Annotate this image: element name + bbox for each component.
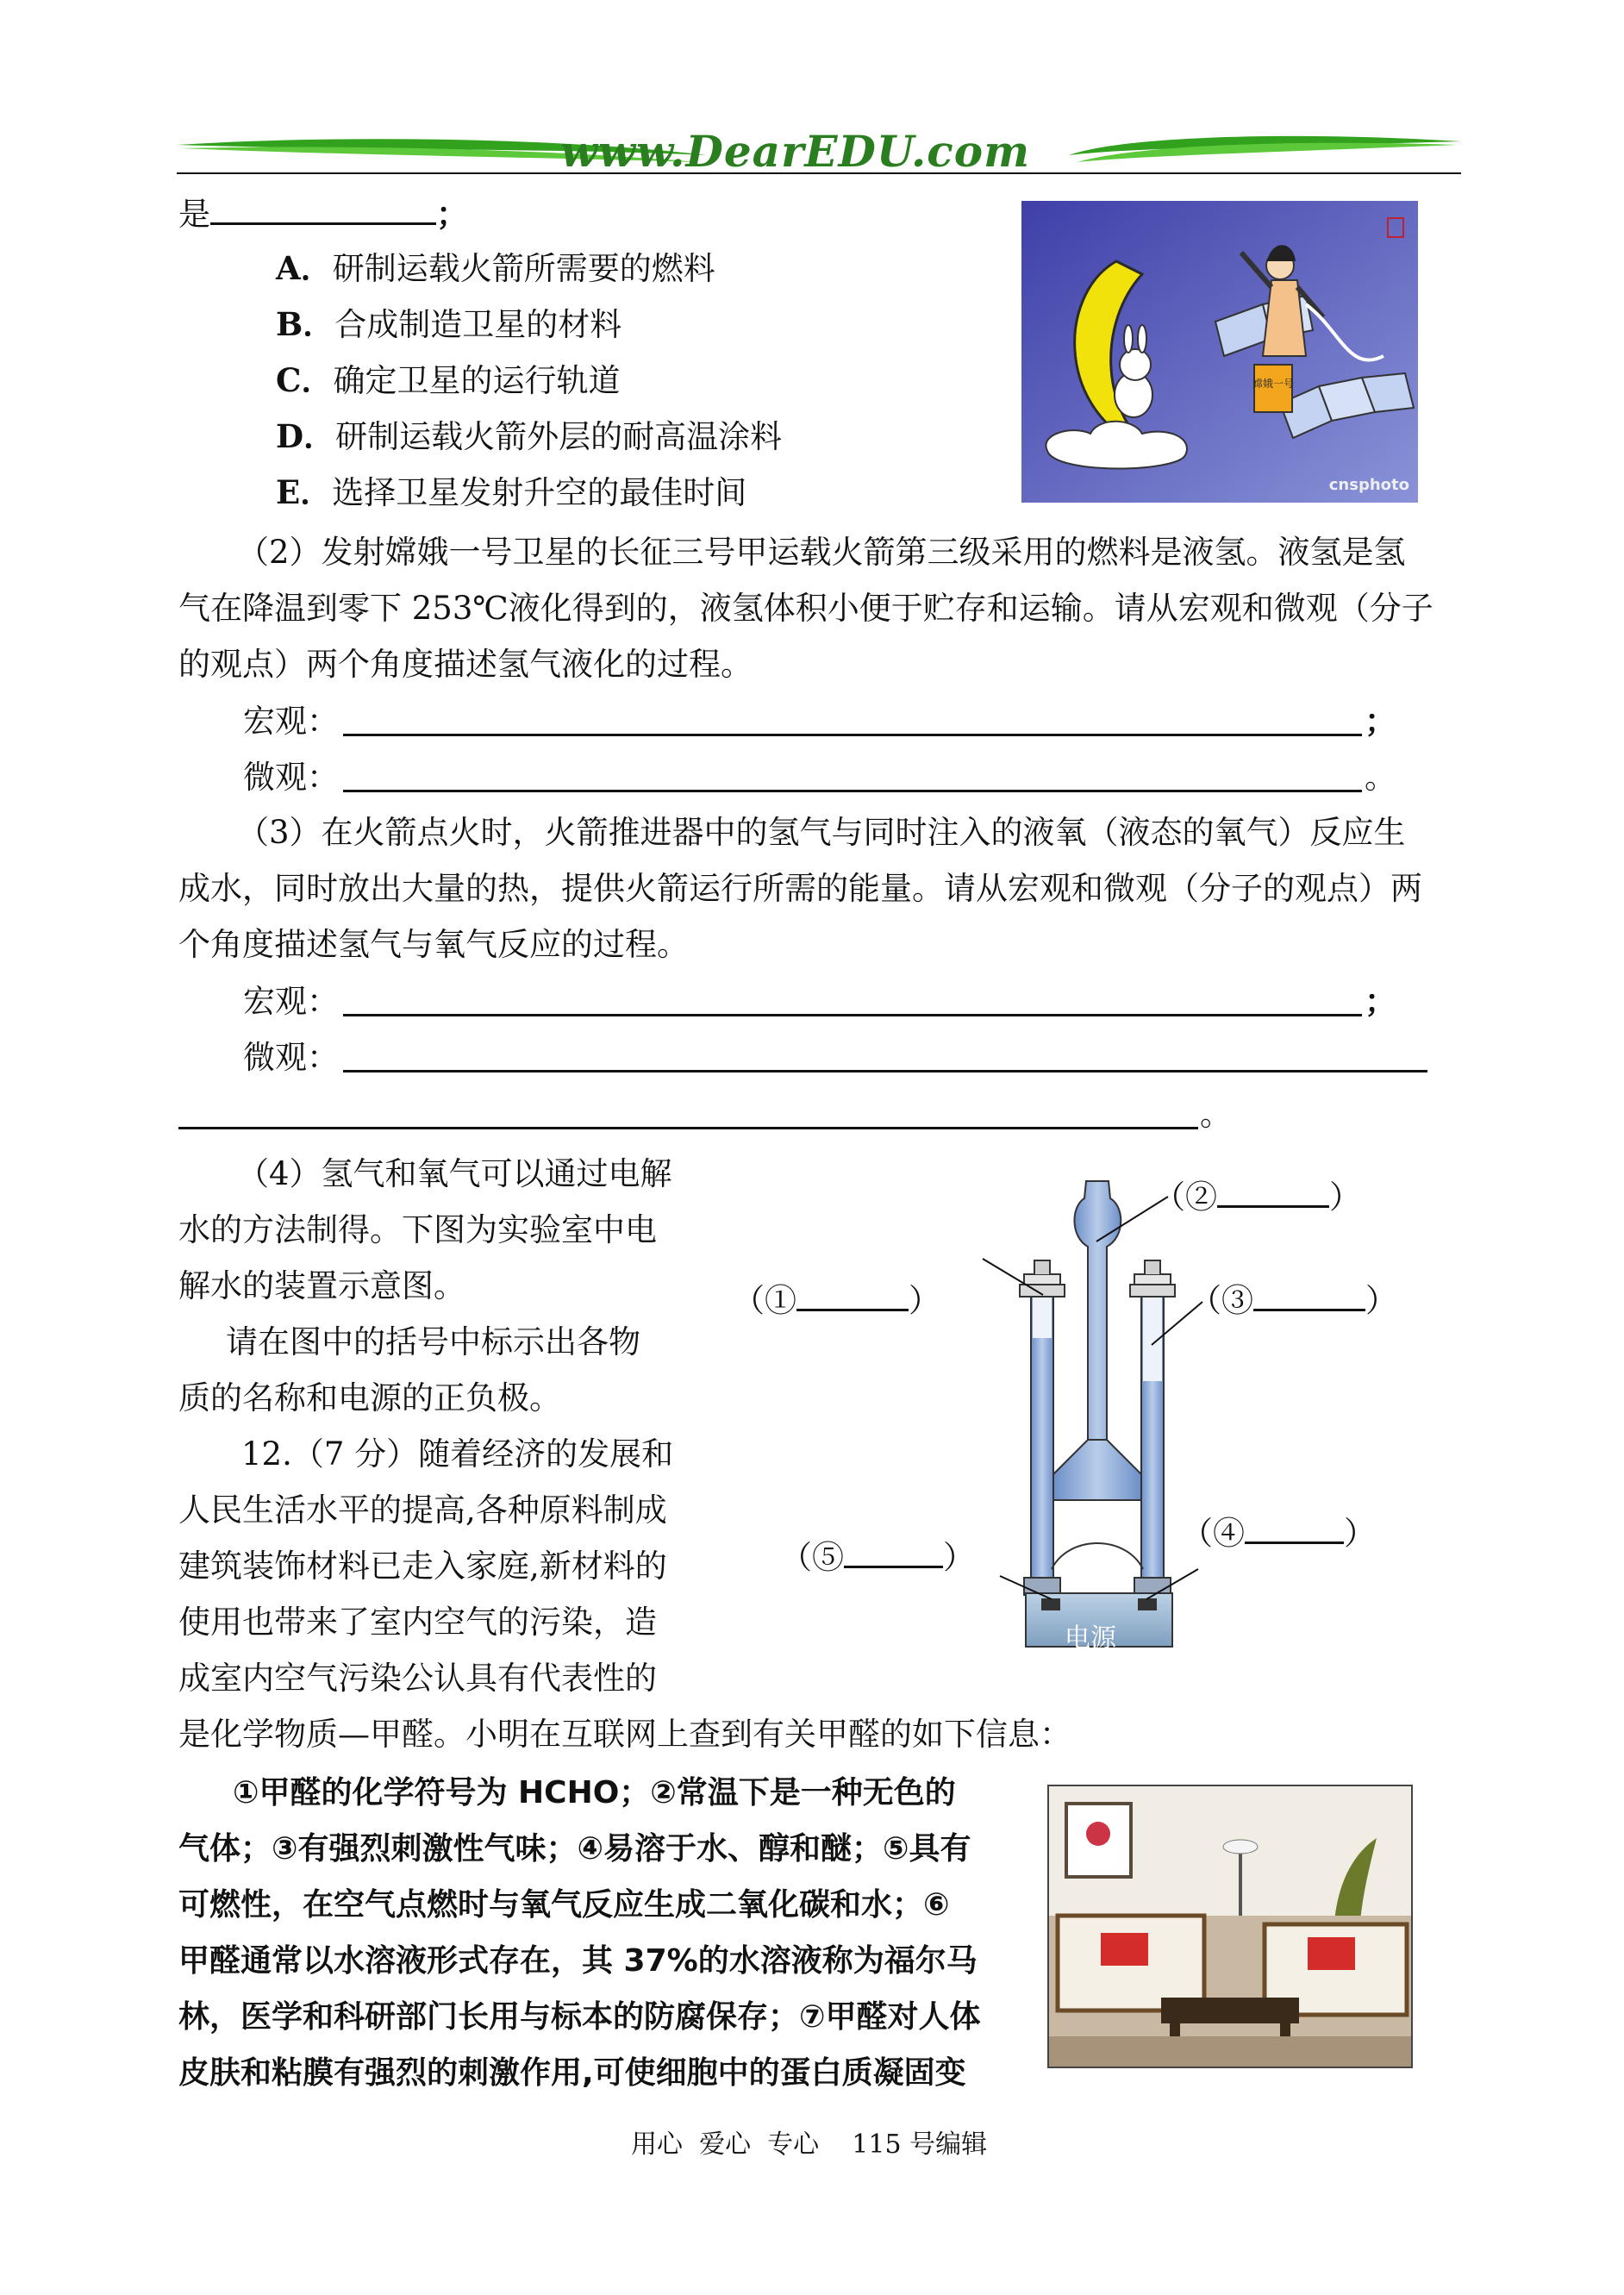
q1-lead-line bbox=[178, 195, 468, 233]
change-cartoon-image bbox=[1021, 201, 1418, 503]
label-1: （① ） bbox=[733, 1282, 940, 1319]
header-rule bbox=[177, 172, 1461, 174]
label-4-blank[interactable] bbox=[1245, 1517, 1344, 1544]
q2-micro-label: 微观： bbox=[243, 759, 339, 796]
info-line-3: 可燃性，在空气点燃时与氧气反应生成二氧化碳和水；⑥ bbox=[178, 1887, 950, 1923]
label-3: （③ ） bbox=[1190, 1282, 1397, 1319]
cnsphoto-caption: cnsphoto bbox=[1328, 476, 1409, 494]
q12-line-3: 建筑装饰材料已走入家庭,新材料的 bbox=[178, 1548, 667, 1585]
electrolysis-apparatus-diagram bbox=[733, 1164, 1422, 1655]
q1-option-d bbox=[276, 417, 783, 455]
q1-end: ； bbox=[436, 195, 468, 233]
label-5-blank[interactable] bbox=[844, 1541, 943, 1568]
q2-micro-blank[interactable] bbox=[343, 790, 1362, 792]
electrolysis-apparatus-icon bbox=[733, 1164, 1422, 1655]
option-text: 研制运载火箭所需要的燃料 bbox=[332, 250, 715, 287]
info-line-1: ①甲醛的化学符号为 HCHO；②常温下是一种无色的 bbox=[233, 1775, 956, 1810]
q2-line-1: （2）发射嫦娥一号卫星的长征三号甲运载火箭第三级采用的燃料是液氢。液氢是氢 bbox=[237, 534, 1406, 571]
q4-line-3: 解水的装置示意图。 bbox=[178, 1267, 465, 1304]
info-line-6: 皮肤和粘膜有强烈的刺激作用,可使细胞中的蛋白质凝固变 bbox=[178, 2055, 966, 2091]
label-1-blank[interactable] bbox=[796, 1285, 909, 1311]
q1-option-e bbox=[276, 473, 747, 511]
q1-answer-blank[interactable] bbox=[210, 197, 436, 225]
page-footer: 用心 爱心 专心 115 号编辑 bbox=[631, 2129, 988, 2160]
q3-line-2: 成水，同时放出大量的热，提供火箭运行所需的能量。请从宏观和微观（分子的观点）两 bbox=[178, 870, 1422, 907]
q12-line-1: 12.（7 分）随着经济的发展和 bbox=[241, 1435, 674, 1473]
box-label: 嫦娥一号 bbox=[1252, 378, 1295, 390]
q3-macro-blank[interactable] bbox=[343, 1014, 1362, 1016]
q12-line-6: 是化学物质—甲醛。小明在互联网上查到有关甲醛的如下信息： bbox=[178, 1716, 1071, 1753]
option-letter: E． bbox=[276, 473, 333, 511]
q4-line-4: 请在图中的括号中标示出各物 bbox=[226, 1323, 640, 1360]
label-4: （④ ） bbox=[1181, 1515, 1376, 1552]
q2-line-2: 气在降温到零下 253℃液化得到的，液氢体积小便于贮存和运输。请从宏观和微观（分子 bbox=[178, 590, 1433, 627]
q3-micro-end: 。 bbox=[1200, 1096, 1232, 1133]
info-line-2: 气体；③有强烈刺激性气味；④易溶于水、醇和醚；⑤具有 bbox=[178, 1831, 971, 1867]
option-letter: C． bbox=[276, 361, 334, 399]
option-letter: D． bbox=[276, 417, 336, 455]
q1-option-c bbox=[276, 361, 621, 399]
q3-macro-label: 宏观： bbox=[243, 983, 339, 1020]
q4-line-1: （4）氢气和氧气可以通过电解 bbox=[237, 1155, 672, 1192]
option-text: 研制运载火箭外层的耐高温涂料 bbox=[335, 418, 783, 455]
q3-micro-blank-2[interactable] bbox=[178, 1127, 1198, 1129]
q1-option-a bbox=[276, 249, 715, 287]
option-letter: B． bbox=[276, 305, 335, 343]
option-text: 确定卫星的运行轨道 bbox=[333, 362, 621, 399]
option-text: 合成制造卫星的材料 bbox=[334, 306, 622, 343]
q3-macro-end: ； bbox=[1365, 982, 1396, 1020]
q12-line-4: 使用也带来了室内空气的污染，造 bbox=[178, 1604, 657, 1641]
q2-line-3: 的观点）两个角度描述氢气液化的过程。 bbox=[178, 646, 753, 683]
power-label: 电源 bbox=[1065, 1623, 1116, 1654]
q4-line-2: 水的方法制得。下图为实验室中电 bbox=[178, 1211, 657, 1248]
label-2-blank[interactable] bbox=[1217, 1181, 1329, 1208]
q2-macro-end: ； bbox=[1365, 702, 1396, 740]
site-logo[interactable]: www.DearEDU.com bbox=[560, 126, 1031, 177]
q1-lead: 是 bbox=[178, 196, 210, 233]
q3-line-3: 个角度描述氢气与氧气反应的过程。 bbox=[178, 926, 689, 963]
living-room-photo bbox=[1047, 1785, 1413, 2068]
q12-line-2: 人民生活水平的提高,各种原料制成 bbox=[178, 1491, 667, 1529]
option-letter: A． bbox=[276, 249, 333, 287]
moon-rabbit-change-illustration bbox=[1021, 201, 1418, 503]
info-line-4: 甲醛通常以水溶液形式存在，其 37%的水溶液称为福尔马 bbox=[178, 1943, 978, 1979]
header bbox=[172, 119, 1465, 179]
info-line-5: 林，医学和科研部门长用与标本的防腐保存；⑦甲醛对人体 bbox=[178, 1999, 981, 2035]
living-room-sofa-illustration bbox=[1049, 1786, 1411, 2067]
q2-micro-end: 。 bbox=[1365, 759, 1396, 796]
option-text: 选择卫星发射升空的最佳时间 bbox=[332, 474, 747, 511]
q3-line-1: （3）在火箭点火时，火箭推进器中的氢气与同时注入的液氧（液态的氧气）反应生 bbox=[237, 814, 1406, 851]
q2-macro-blank[interactable] bbox=[343, 734, 1362, 736]
q4-line-5: 质的名称和电源的正负极。 bbox=[178, 1379, 561, 1416]
q3-micro-blank-1[interactable] bbox=[343, 1070, 1427, 1072]
q2-macro-label: 宏观： bbox=[243, 703, 339, 740]
q3-micro-label: 微观： bbox=[243, 1039, 339, 1076]
label-2: （② ） bbox=[1153, 1179, 1361, 1216]
label-3-blank[interactable] bbox=[1253, 1285, 1365, 1311]
label-5: （⑤ ） bbox=[780, 1539, 975, 1576]
q1-option-b bbox=[276, 305, 622, 343]
q12-line-5: 成室内空气污染公认具有代表性的 bbox=[178, 1660, 657, 1697]
